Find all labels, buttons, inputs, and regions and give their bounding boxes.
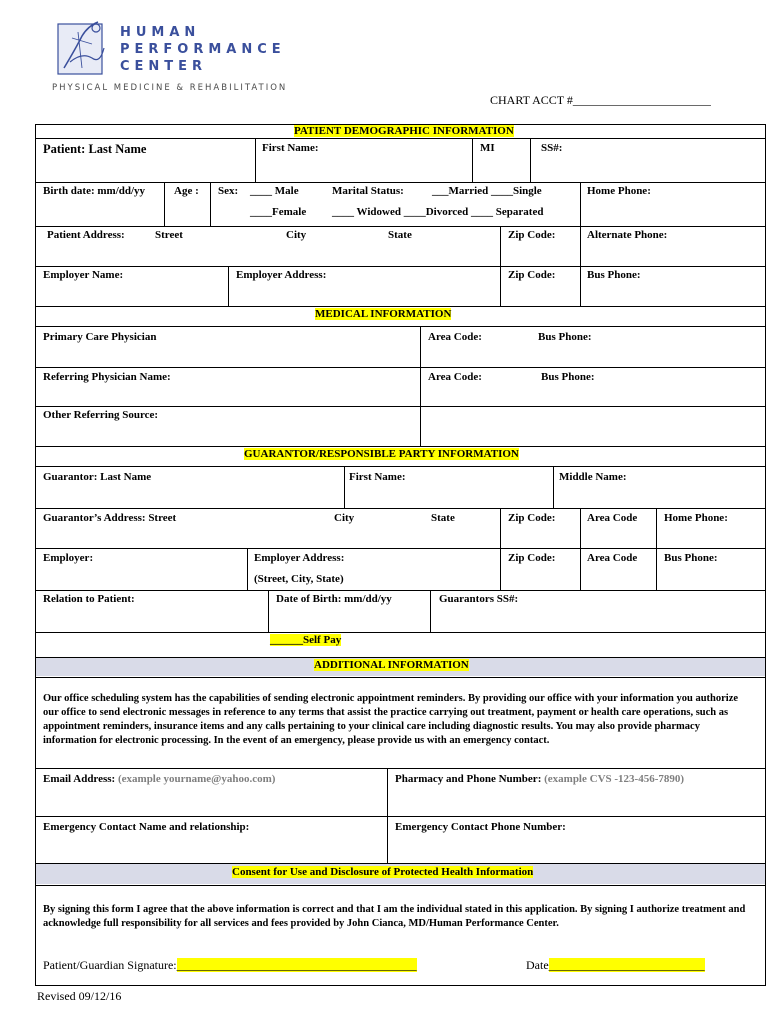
referring-physician-field[interactable]: Referring Physician Name: bbox=[43, 371, 171, 383]
employer-zip-field[interactable]: Zip Code: bbox=[508, 269, 556, 281]
employer-address-field[interactable]: Employer Address: bbox=[236, 269, 327, 281]
sex-label: Sex: bbox=[218, 185, 239, 197]
sex-male-option[interactable]: ____ Male bbox=[250, 185, 299, 197]
patient-last-name-field[interactable]: Patient: Last Name bbox=[43, 142, 147, 156]
birth-date-field[interactable]: Birth date: mm/dd/yy bbox=[43, 185, 146, 197]
date-label: Date bbox=[526, 958, 549, 972]
emergency-contact-name-field[interactable]: Emergency Contact Name and relationship: bbox=[43, 821, 250, 833]
chart-acct-field[interactable]: CHART ACCT #_______________________ bbox=[490, 93, 711, 107]
guarantor-employer-area-code-field[interactable]: Area Code bbox=[587, 552, 638, 564]
guarantor-address-field[interactable]: Guarantor’s Address: Street bbox=[43, 512, 177, 524]
guarantor-last-name-field[interactable]: Guarantor: Last Name bbox=[43, 471, 152, 483]
guarantor-employer-address-hint: (Street, City, State) bbox=[254, 573, 344, 585]
email-address-label: Email Address: bbox=[43, 773, 116, 785]
guarantor-ss-field[interactable]: Guarantors SS#: bbox=[439, 593, 519, 605]
guarantor-zip-field[interactable]: Zip Code: bbox=[508, 512, 556, 524]
logo-line-performance: PERFORMANCE bbox=[120, 42, 286, 57]
marital-married-single-options[interactable]: ___Married ____Single bbox=[432, 185, 542, 197]
patient-ss-field[interactable]: SS#: bbox=[541, 142, 563, 154]
patient-city-field[interactable]: City bbox=[286, 229, 307, 241]
patient-address-label: Patient Address: bbox=[47, 229, 125, 241]
guarantor-middle-name-field[interactable]: Middle Name: bbox=[559, 471, 627, 483]
medical-section-header: MEDICAL INFORMATION bbox=[315, 308, 452, 320]
date-line[interactable]: __________________________ bbox=[548, 958, 705, 972]
relation-to-patient-field[interactable]: Relation to Patient: bbox=[43, 593, 135, 605]
other-referring-source-field[interactable]: Other Referring Source: bbox=[43, 409, 159, 421]
additional-section-header: ADDITIONAL INFORMATION bbox=[314, 659, 469, 671]
guarantor-first-name-field[interactable]: First Name: bbox=[349, 471, 406, 483]
guarantor-state-field[interactable]: State bbox=[431, 512, 455, 524]
logo-figure-icon bbox=[52, 18, 112, 80]
pcp-bus-phone-field[interactable]: Bus Phone: bbox=[538, 331, 592, 343]
pcp-area-code-field[interactable]: Area Code: bbox=[428, 331, 482, 343]
referring-bus-phone-field[interactable]: Bus Phone: bbox=[541, 371, 595, 383]
revised-date: Revised 09/12/16 bbox=[37, 989, 122, 1003]
logo-tagline: PHYSICAL MEDICINE & REHABILITATION bbox=[52, 83, 288, 93]
guarantor-dob-field[interactable]: Date of Birth: mm/dd/yy bbox=[276, 593, 392, 605]
emergency-contact-phone-field[interactable]: Emergency Contact Phone Number: bbox=[395, 821, 566, 833]
pharmacy-label: Pharmacy and Phone Number: bbox=[395, 773, 542, 785]
signature-line[interactable]: ________________________________________ bbox=[176, 958, 417, 972]
patient-street-field[interactable]: Street bbox=[155, 229, 183, 241]
guarantor-section-header: GUARANTOR/RESPONSIBLE PARTY INFORMATION bbox=[244, 448, 519, 460]
patient-zip-field[interactable]: Zip Code: bbox=[508, 229, 556, 241]
guarantor-employer-field[interactable]: Employer: bbox=[43, 552, 94, 564]
pharmacy-example: (example CVS -123-456-7890) bbox=[544, 773, 685, 785]
consent-section-header: Consent for Use and Disclosure of Protected Health Information bbox=[232, 866, 534, 878]
sex-female-option[interactable]: ____Female bbox=[250, 206, 307, 218]
guarantor-bus-phone-field[interactable]: Bus Phone: bbox=[664, 552, 718, 564]
email-address-example: (example yourname@yahoo.com) bbox=[117, 773, 276, 785]
patient-first-name-field[interactable]: First Name: bbox=[262, 142, 319, 154]
marital-status-label: Marital Status: bbox=[332, 185, 404, 197]
guarantor-home-phone-field[interactable]: Home Phone: bbox=[664, 512, 728, 524]
primary-care-physician-field[interactable]: Primary Care Physician bbox=[43, 331, 157, 343]
guarantor-area-code-field[interactable]: Area Code bbox=[587, 512, 638, 524]
patient-mi-field[interactable]: MI bbox=[480, 142, 495, 154]
email-address-field[interactable] bbox=[43, 773, 275, 785]
logo-line-center: CENTER bbox=[120, 59, 208, 74]
logo-line-human: HUMAN bbox=[120, 25, 201, 40]
signature-label: Patient/Guardian Signature: bbox=[43, 958, 177, 972]
marital-widowed-divorced-separated-options[interactable]: ____ Widowed ____Divorced ____ Separated bbox=[332, 206, 544, 218]
date-field[interactable] bbox=[526, 958, 705, 973]
pharmacy-phone-field[interactable] bbox=[395, 773, 684, 785]
signature-field[interactable] bbox=[43, 958, 417, 973]
employer-name-field[interactable]: Employer Name: bbox=[43, 269, 124, 281]
referring-area-code-field[interactable]: Area Code: bbox=[428, 371, 482, 383]
logo bbox=[50, 18, 290, 98]
guarantor-city-field[interactable]: City bbox=[334, 512, 355, 524]
employer-bus-phone-field[interactable]: Bus Phone: bbox=[587, 269, 641, 281]
home-phone-field[interactable]: Home Phone: bbox=[587, 185, 651, 197]
guarantor-employer-zip-field[interactable]: Zip Code: bbox=[508, 552, 556, 564]
self-pay-option[interactable]: ______Self Pay bbox=[270, 634, 342, 646]
consent-paragraph: By signing this form I agree that the above information is correct and that I am the individual stated in this application. By signing I authorize treatment and acknowledge full responsibility for all services and fees provided by John Cianca, MD/Human Performance Center. bbox=[43, 904, 746, 929]
demographic-section-header: PATIENT DEMOGRAPHIC INFORMATION bbox=[294, 125, 514, 137]
patient-state-field[interactable]: State bbox=[388, 229, 412, 241]
guarantor-employer-address-field[interactable]: Employer Address: bbox=[254, 552, 345, 564]
reminder-consent-paragraph: Our office scheduling system has the capabilities of sending electronic appointment reminders. By providing our office with your information you authorize our office to send electronic messages in reference to any terms that assist the practice carrying out treatment, payment or health care operations, such as appointment reminders, insurance items and any calls pertaining to your clinical care including diagnostic results. You may also provide pharmacy information for electronic processing. In the event of an emergency, please provide us with an emergency contact. bbox=[43, 693, 739, 746]
alternate-phone-field[interactable]: Alternate Phone: bbox=[587, 229, 668, 241]
age-field[interactable]: Age : bbox=[174, 185, 199, 197]
